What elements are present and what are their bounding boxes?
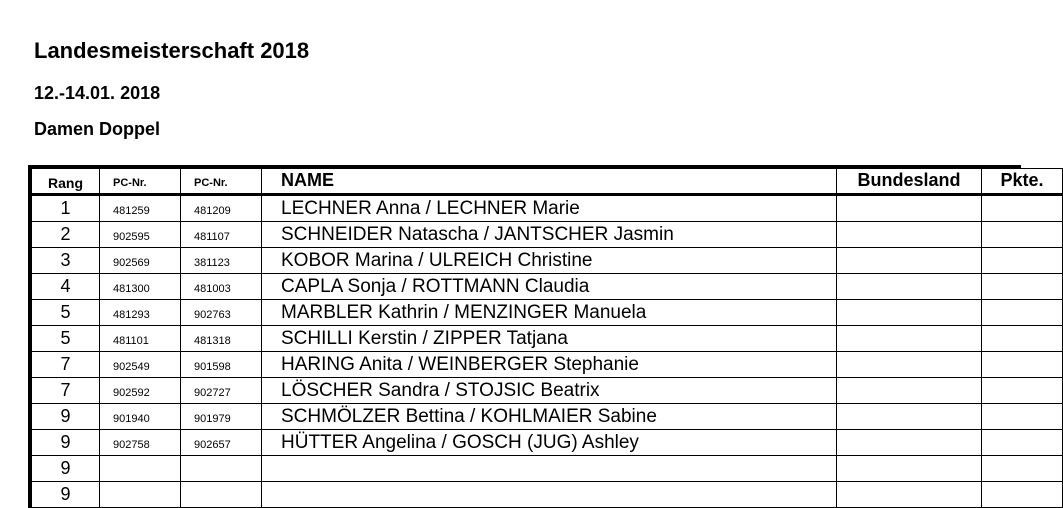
rank-cell: 4 xyxy=(32,274,100,300)
pc-number-2-cell: 902763 xyxy=(181,300,262,326)
header-state: Bundesland xyxy=(837,169,982,195)
pc-number-2-cell: 381123 xyxy=(181,248,262,274)
state-cell xyxy=(837,195,982,222)
rank-cell: 7 xyxy=(32,352,100,378)
points-cell xyxy=(982,326,1063,352)
table-row xyxy=(32,274,1063,300)
name-cell: LÖSCHER Sandra / STOJSIC Beatrix xyxy=(262,378,837,404)
header-pc-number-2: PC-Nr. xyxy=(181,169,262,195)
table-row xyxy=(32,482,1063,508)
pc-number-1-cell xyxy=(100,456,181,482)
state-cell xyxy=(837,326,982,352)
results-table xyxy=(28,165,1044,508)
pc-number-1-cell: 902592 xyxy=(100,378,181,404)
pc-number-2-cell: 902657 xyxy=(181,430,262,456)
pc-number-2-cell xyxy=(181,482,262,508)
state-cell xyxy=(837,482,982,508)
header-name: NAME xyxy=(262,169,837,195)
points-cell xyxy=(982,222,1063,248)
points-cell xyxy=(982,430,1063,456)
rank-cell: 9 xyxy=(32,456,100,482)
header-points: Pkte. xyxy=(982,169,1063,195)
pc-number-1-cell: 902549 xyxy=(100,352,181,378)
name-cell: SCHNEIDER Natascha / JANTSCHER Jasmin xyxy=(262,222,837,248)
name-cell: HÜTTER Angelina / GOSCH (JUG) Ashley xyxy=(262,430,837,456)
name-cell xyxy=(262,482,837,508)
points-cell xyxy=(982,352,1063,378)
name-cell: SCHMÖLZER Bettina / KOHLMAIER Sabine xyxy=(262,404,837,430)
state-cell xyxy=(837,300,982,326)
pc-number-2-cell: 901979 xyxy=(181,404,262,430)
pc-number-2-cell xyxy=(181,456,262,482)
rank-cell: 2 xyxy=(32,222,100,248)
points-cell xyxy=(982,300,1063,326)
name-cell: CAPLA Sonja / ROTTMANN Claudia xyxy=(262,274,837,300)
name-cell: HARING Anita / WEINBERGER Stephanie xyxy=(262,352,837,378)
pc-number-1-cell xyxy=(100,482,181,508)
table-row xyxy=(32,430,1063,456)
pc-number-2-cell: 481318 xyxy=(181,326,262,352)
header-rank: Rang xyxy=(32,169,100,195)
rank-cell: 5 xyxy=(32,326,100,352)
state-cell xyxy=(837,430,982,456)
rank-cell: 1 xyxy=(32,195,100,222)
table-row xyxy=(32,378,1063,404)
table-row xyxy=(32,404,1063,430)
table-row xyxy=(32,352,1063,378)
pc-number-1-cell: 481300 xyxy=(100,274,181,300)
points-cell xyxy=(982,482,1063,508)
points-cell xyxy=(982,404,1063,430)
pc-number-1-cell: 901940 xyxy=(100,404,181,430)
rank-cell: 3 xyxy=(32,248,100,274)
pc-number-1-cell: 481101 xyxy=(100,326,181,352)
table-row xyxy=(32,248,1063,274)
table-row xyxy=(32,222,1063,248)
rank-cell: 7 xyxy=(32,378,100,404)
pc-number-2-cell: 481107 xyxy=(181,222,262,248)
rank-cell: 9 xyxy=(32,482,100,508)
name-cell: KOBOR Marina / ULREICH Christine xyxy=(262,248,837,274)
pc-number-2-cell: 481003 xyxy=(181,274,262,300)
pc-number-1-cell: 481293 xyxy=(100,300,181,326)
points-cell xyxy=(982,456,1063,482)
state-cell xyxy=(837,378,982,404)
points-cell xyxy=(982,274,1063,300)
points-cell xyxy=(982,195,1063,222)
state-cell xyxy=(837,274,982,300)
state-cell xyxy=(837,456,982,482)
table-row xyxy=(32,326,1063,352)
pc-number-2-cell: 901598 xyxy=(181,352,262,378)
pc-number-1-cell: 902758 xyxy=(100,430,181,456)
points-cell xyxy=(982,378,1063,404)
state-cell xyxy=(837,352,982,378)
category-label: Damen Doppel xyxy=(34,119,161,139)
state-cell xyxy=(837,404,982,430)
state-cell xyxy=(837,222,982,248)
pc-number-1-cell: 902569 xyxy=(100,248,181,274)
name-cell: MARBLER Kathrin / MENZINGER Manuela xyxy=(262,300,837,326)
header-pc-number-1: PC-Nr. xyxy=(100,169,181,195)
name-cell xyxy=(262,456,837,482)
rank-cell: 5 xyxy=(32,300,100,326)
table-row xyxy=(32,300,1063,326)
rank-cell: 9 xyxy=(32,404,100,430)
document-title: Landesmeisterschaft 2018 xyxy=(34,38,310,63)
name-cell: SCHILLI Kerstin / ZIPPER Tatjana xyxy=(262,326,837,352)
pc-number-1-cell: 902595 xyxy=(100,222,181,248)
pc-number-1-cell: 481259 xyxy=(100,195,181,222)
name-cell: LECHNER Anna / LECHNER Marie xyxy=(262,195,837,222)
event-date: 12.-14.01. 2018 xyxy=(34,83,161,103)
table-row xyxy=(32,456,1063,482)
rank-cell: 9 xyxy=(32,430,100,456)
pc-number-2-cell: 481209 xyxy=(181,195,262,222)
pc-number-2-cell: 902727 xyxy=(181,378,262,404)
points-cell xyxy=(982,248,1063,274)
table-row xyxy=(32,195,1063,222)
state-cell xyxy=(837,248,982,274)
table-header-row xyxy=(32,169,1063,195)
